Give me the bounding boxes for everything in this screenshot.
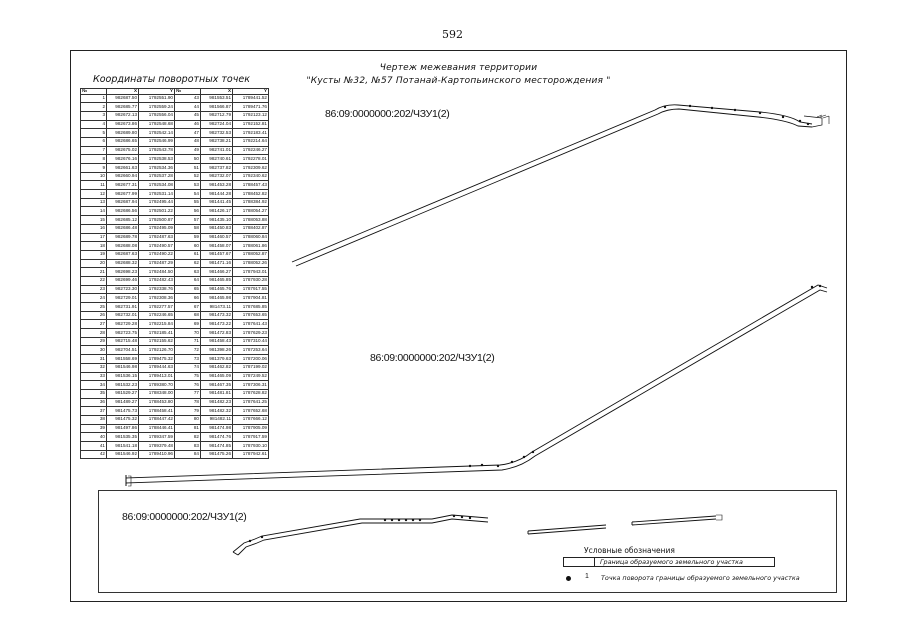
cell-x: 982687.50	[107, 94, 139, 103]
legend-point-text: Точка поворота границы образуемого земельного участка	[601, 574, 800, 582]
cell-x: 981474.76	[201, 433, 233, 442]
cell-x: 981482.11	[201, 415, 233, 424]
cell-y: 1788052.26	[233, 259, 269, 268]
cell-number: 4	[81, 120, 107, 129]
cell-y: 1792556.04	[139, 111, 175, 120]
cell-x: 981473.22	[201, 320, 233, 329]
cell-y: 1792277.57	[139, 303, 175, 312]
legend-boundary-text: Граница образуемого земельного участка	[600, 558, 743, 566]
cell-number: 71	[175, 337, 201, 346]
cell-number: 33	[81, 372, 107, 381]
cell-number: 80	[175, 415, 201, 424]
cell-number: 21	[81, 268, 107, 277]
cell-number: 11	[81, 181, 107, 190]
cell-y: 1787306.31	[233, 381, 269, 390]
cell-y: 1787652.68	[233, 407, 269, 416]
cell-x: 982704.51	[107, 346, 139, 355]
cell-number: 60	[175, 242, 201, 251]
cell-y: 1792487.29	[139, 259, 175, 268]
cell-number: 25	[81, 303, 107, 312]
cell-y: 1792484.50	[139, 268, 175, 277]
drawing-subtitle: "Кусты №32, №57 Потанай-Картопьинского месторождения "	[306, 76, 611, 86]
cell-number: 78	[175, 398, 201, 407]
cell-y: 1788060.84	[233, 233, 269, 242]
cell-x: 981529.27	[107, 389, 139, 398]
cell-y: 1792543.78	[139, 146, 175, 155]
cell-number: 13	[81, 198, 107, 207]
cell-y: 1789441.52	[233, 94, 269, 103]
cell-y: 1788348.00	[139, 389, 175, 398]
cell-y: 1787930.28	[233, 276, 269, 285]
cell-number: 53	[175, 181, 201, 190]
cell-x: 982732.07	[201, 172, 233, 181]
cell-y: 1792495.44	[139, 198, 175, 207]
cell-number: 57	[175, 216, 201, 225]
cell-y: 1787917.55	[233, 285, 269, 294]
cell-number: 75	[175, 372, 201, 381]
cell-x: 982740.61	[201, 155, 233, 164]
cell-x: 981467.35	[201, 381, 233, 390]
cell-number: 77	[175, 389, 201, 398]
cell-y: 1792246.65	[139, 311, 175, 320]
cell-number: 44	[175, 103, 201, 112]
cell-x: 982731.91	[107, 303, 139, 312]
cell-y: 1788453.80	[139, 398, 175, 407]
cell-y: 1788053.88	[233, 216, 269, 225]
cell-number: 81	[175, 424, 201, 433]
cell-number: 26	[81, 311, 107, 320]
cell-number: 38	[81, 415, 107, 424]
cell-x: 981553.51	[201, 94, 233, 103]
cell-number: 76	[175, 381, 201, 390]
cell-number: 22	[81, 276, 107, 285]
cell-x: 981482.23	[201, 398, 233, 407]
cell-y: 1792537.28	[139, 172, 175, 181]
cell-y: 1787905.09	[233, 424, 269, 433]
cell-number: 8	[81, 155, 107, 164]
cell-y: 1787253.64	[233, 346, 269, 355]
cell-x: 981466.27	[201, 268, 233, 277]
cell-x: 982660.94	[107, 172, 139, 181]
cell-number: 29	[81, 337, 107, 346]
cell-x: 982685.12	[107, 216, 139, 225]
cell-number: 36	[81, 398, 107, 407]
header-y: Y	[233, 89, 269, 95]
upper-parcel-boundary	[292, 105, 829, 266]
cell-number: 12	[81, 190, 107, 199]
cell-x: 981435.10	[201, 216, 233, 225]
cell-number: 49	[175, 146, 201, 155]
cell-number: 55	[175, 198, 201, 207]
cell-number: 37	[81, 407, 107, 416]
cell-number: 27	[81, 320, 107, 329]
cell-number: 83	[175, 442, 201, 451]
cell-number: 31	[81, 355, 107, 364]
cell-x: 982715.48	[107, 337, 139, 346]
cell-x: 981541.18	[107, 442, 139, 451]
cell-y: 1789410.96	[139, 450, 175, 459]
cell-x: 982686.56	[107, 207, 139, 216]
cell-number: 62	[175, 259, 201, 268]
cell-y: 1792500.87	[139, 216, 175, 225]
cell-x: 982723.75	[107, 329, 139, 338]
cell-x: 981558.69	[107, 355, 139, 364]
cell-x: 982732.53	[201, 129, 233, 138]
page-number: 592	[442, 28, 463, 41]
cell-x: 981450.83	[201, 224, 233, 233]
cell-number: 3	[81, 111, 107, 120]
cell-x: 981535.35	[107, 433, 139, 442]
middle-parcel-boundary	[126, 285, 827, 486]
cell-y: 1792531.14	[139, 190, 175, 199]
cell-x: 981497.86	[107, 424, 139, 433]
cell-y: 1787904.81	[233, 294, 269, 303]
cell-y: 1792152.81	[233, 120, 269, 129]
cell-x: 982688.08	[107, 242, 139, 251]
cell-y: 1792490.22	[139, 250, 175, 259]
cell-y: 1787943.01	[233, 268, 269, 277]
cell-number: 66	[175, 294, 201, 303]
cell-number: 45	[175, 111, 201, 120]
cell-number: 32	[81, 363, 107, 372]
cell-number: 64	[175, 276, 201, 285]
cell-number: 54	[175, 190, 201, 199]
cell-x: 981465.76	[201, 285, 233, 294]
cell-y: 1789475.32	[139, 355, 175, 364]
cell-x: 981457.67	[201, 250, 233, 259]
cell-x: 982712.79	[201, 111, 233, 120]
cell-number: 1	[81, 94, 107, 103]
cell-y: 1787249.52	[233, 372, 269, 381]
cell-number: 10	[81, 172, 107, 181]
cell-y: 1792123.12	[233, 111, 269, 120]
cell-y: 1789413.01	[139, 372, 175, 381]
cell-number: 51	[175, 164, 201, 173]
cell-number: 72	[175, 346, 201, 355]
cell-number: 56	[175, 207, 201, 216]
cell-y: 1792214.64	[233, 137, 269, 146]
cell-y: 1787917.59	[233, 433, 269, 442]
cell-y: 1787641.25	[233, 398, 269, 407]
cell-number: 79	[175, 407, 201, 416]
cell-number: 41	[81, 442, 107, 451]
cell-y: 1792338.76	[139, 285, 175, 294]
cell-y: 1788447.42	[139, 415, 175, 424]
legend-title: Условные обозначения	[584, 546, 675, 555]
coordinates-table-title: Координаты поворотных точек	[93, 74, 250, 85]
cell-number: 40	[81, 433, 107, 442]
cell-number: 5	[81, 129, 107, 138]
cell-number: 68	[175, 311, 201, 320]
cell-x: 981398.26	[201, 346, 233, 355]
cell-y: 1787930.10	[233, 442, 269, 451]
cell-number: 46	[175, 120, 201, 129]
header-x: X	[107, 89, 139, 95]
cell-x: 982699.46	[107, 276, 139, 285]
cell-x: 981465.98	[201, 294, 233, 303]
cell-number: 67	[175, 303, 201, 312]
cell-y: 1787629.23	[233, 329, 269, 338]
cell-y: 1792185.41	[139, 329, 175, 338]
cell-x: 981458.43	[201, 337, 233, 346]
cell-number: 23	[81, 285, 107, 294]
cell-y: 1787653.65	[233, 311, 269, 320]
cell-x: 981453.28	[201, 181, 233, 190]
cell-x: 982661.63	[107, 164, 139, 173]
lower-parcel-label: 86:09:0000000:202/ЧЗУ1(2)	[122, 511, 247, 523]
cell-y: 1787641.43	[233, 320, 269, 329]
cell-x: 982685.77	[107, 103, 139, 112]
cell-x: 981379.63	[201, 355, 233, 364]
header-x: X	[201, 89, 233, 95]
cell-number: 48	[175, 137, 201, 146]
cell-y: 1792278.01	[233, 155, 269, 164]
cell-x: 982738.21	[201, 137, 233, 146]
cell-number: 30	[81, 346, 107, 355]
cell-x: 981460.57	[201, 233, 233, 242]
cell-y: 1792559.24	[139, 103, 175, 112]
cell-number: 47	[175, 129, 201, 138]
cell-x: 982672.13	[107, 111, 139, 120]
cell-x: 982741.01	[201, 146, 233, 155]
cell-number: 39	[81, 424, 107, 433]
cell-number: 70	[175, 329, 201, 338]
cell-number: 58	[175, 224, 201, 233]
cell-y: 1787666.12	[233, 415, 269, 424]
cell-x: 981546.98	[107, 363, 139, 372]
cell-y: 1787199.02	[233, 363, 269, 372]
cell-y: 1787628.82	[233, 389, 269, 398]
cell-number: 17	[81, 233, 107, 242]
cell-y: 1792155.62	[139, 337, 175, 346]
cell-y: 1787310.44	[233, 337, 269, 346]
cell-y: 1792542.14	[139, 129, 175, 138]
cell-x: 982737.82	[201, 164, 233, 173]
cell-y: 1789444.63	[139, 363, 175, 372]
cell-y: 1789471.76	[233, 103, 269, 112]
cell-y: 1788402.87	[233, 224, 269, 233]
cell-x: 981474.98	[201, 424, 233, 433]
cell-number: 52	[175, 172, 201, 181]
drawing-title: Чертеж межевания территории	[379, 63, 538, 73]
cell-x: 982724.04	[201, 120, 233, 129]
cell-x: 982676.16	[107, 155, 139, 164]
cell-y: 1788052.87	[233, 250, 269, 259]
cell-x: 982686.65	[107, 137, 139, 146]
cell-x: 981475.73	[107, 407, 139, 416]
cell-y: 1788446.41	[139, 424, 175, 433]
cell-number: 74	[175, 363, 201, 372]
cell-number: 84	[175, 450, 201, 459]
cell-x: 981473.11	[201, 303, 233, 312]
cell-x: 982675.02	[107, 146, 139, 155]
cell-number: 35	[81, 389, 107, 398]
turning-point-markers	[249, 105, 821, 542]
cell-y: 1792534.36	[139, 164, 175, 173]
cell-x: 981474.85	[201, 442, 233, 451]
cell-x: 982729.28	[107, 320, 139, 329]
cell-y: 1792215.84	[139, 320, 175, 329]
cell-x: 981475.26	[201, 450, 233, 459]
cell-x: 981546.92	[107, 450, 139, 459]
cell-x: 982673.86	[107, 120, 139, 129]
cell-x: 981482.32	[201, 407, 233, 416]
cell-number: 73	[175, 355, 201, 364]
cell-y: 1788458.41	[139, 407, 175, 416]
cell-y: 1792538.53	[139, 155, 175, 164]
cell-y: 1787942.61	[233, 450, 269, 459]
cell-number: 24	[81, 294, 107, 303]
legend-boundary-swatch	[563, 557, 595, 567]
cell-y: 1788054.27	[233, 207, 269, 216]
cell-x: 981481.81	[201, 389, 233, 398]
cell-x: 981441.45	[201, 198, 233, 207]
cell-x: 982688.32	[107, 259, 139, 268]
cell-y: 1792551.90	[139, 94, 175, 103]
cell-x: 981471.16	[201, 259, 233, 268]
cell-number: 16	[81, 224, 107, 233]
cell-x: 981536.15	[107, 372, 139, 381]
cell-number: 59	[175, 233, 201, 242]
cell-y: 1789380.70	[139, 381, 175, 390]
cell-y: 1792548.68	[139, 120, 175, 129]
cell-number: 34	[81, 381, 107, 390]
cell-number: 61	[175, 250, 201, 259]
cell-y: 1792482.43	[139, 276, 175, 285]
header-y: Y	[139, 89, 175, 95]
cell-y: 1792340.62	[233, 172, 269, 181]
cell-x: 981489.27	[107, 398, 139, 407]
header-number: №	[81, 89, 107, 95]
cell-x: 981472.83	[201, 329, 233, 338]
cell-x: 982689.80	[107, 129, 139, 138]
legend-point-icon	[566, 576, 571, 581]
cell-y: 1788457.43	[233, 181, 269, 190]
header-number: №	[175, 89, 201, 95]
cell-y: 1792126.70	[139, 346, 175, 355]
cell-number: 14	[81, 207, 107, 216]
cell-x: 982723.30	[107, 285, 139, 294]
cell-number: 9	[81, 164, 107, 173]
cell-x: 982687.63	[107, 250, 139, 259]
legend-point-number: 1	[585, 573, 589, 580]
cell-x: 981465.85	[201, 276, 233, 285]
cell-x: 982689.78	[107, 233, 139, 242]
cell-y: 1792487.63	[139, 233, 175, 242]
cell-y: 1788061.86	[233, 242, 269, 251]
cell-y: 1792546.99	[139, 137, 175, 146]
cell-number: 2	[81, 103, 107, 112]
cell-x: 982677.99	[107, 190, 139, 199]
cell-number: 18	[81, 242, 107, 251]
cell-number: 7	[81, 146, 107, 155]
cell-x: 981462.82	[201, 363, 233, 372]
cell-x: 981458.07	[201, 242, 233, 251]
cell-x: 981475.32	[107, 415, 139, 424]
cell-y: 1792183.41	[233, 129, 269, 138]
cell-y: 1792495.09	[139, 224, 175, 233]
cell-y: 1792246.27	[233, 146, 269, 155]
cell-y: 1787200.06	[233, 355, 269, 364]
cell-number: 82	[175, 433, 201, 442]
cell-x: 982677.31	[107, 181, 139, 190]
cell-y: 1792309.62	[233, 164, 269, 173]
cell-x: 981426.17	[201, 207, 233, 216]
cell-number: 15	[81, 216, 107, 225]
cell-y: 1787685.85	[233, 303, 269, 312]
cell-x: 982698.23	[107, 268, 139, 277]
cell-y: 1789379.48	[139, 442, 175, 451]
cell-number: 69	[175, 320, 201, 329]
upper-parcel-label: 86:09:0000000:202/ЧЗУ1(2)	[325, 108, 450, 120]
cell-y: 1792501.22	[139, 207, 175, 216]
cell-number: 20	[81, 259, 107, 268]
cell-y: 1789347.59	[139, 433, 175, 442]
cell-x: 982686.48	[107, 224, 139, 233]
cell-number: 28	[81, 329, 107, 338]
cell-number: 65	[175, 285, 201, 294]
cell-y: 1788384.92	[233, 198, 269, 207]
cell-number: 19	[81, 250, 107, 259]
cell-number: 6	[81, 137, 107, 146]
cell-number: 42	[81, 450, 107, 459]
cell-x: 982729.01	[107, 294, 139, 303]
cell-number: 63	[175, 268, 201, 277]
cell-number: 50	[175, 155, 201, 164]
cell-x: 981465.09	[201, 372, 233, 381]
cell-y: 1788452.82	[233, 190, 269, 199]
cell-x: 981566.87	[201, 103, 233, 112]
cell-x: 981532.23	[107, 381, 139, 390]
cell-x: 982732.01	[107, 311, 139, 320]
cell-number: 43	[175, 94, 201, 103]
cell-y: 1792490.57	[139, 242, 175, 251]
cell-y: 1792534.08	[139, 181, 175, 190]
cell-y: 1792308.36	[139, 294, 175, 303]
middle-parcel-label: 86:09:0000000:202/ЧЗУ1(2)	[370, 352, 495, 364]
cell-x: 982687.94	[107, 198, 139, 207]
cell-x: 981444.28	[201, 190, 233, 199]
cell-x: 981473.32	[201, 311, 233, 320]
